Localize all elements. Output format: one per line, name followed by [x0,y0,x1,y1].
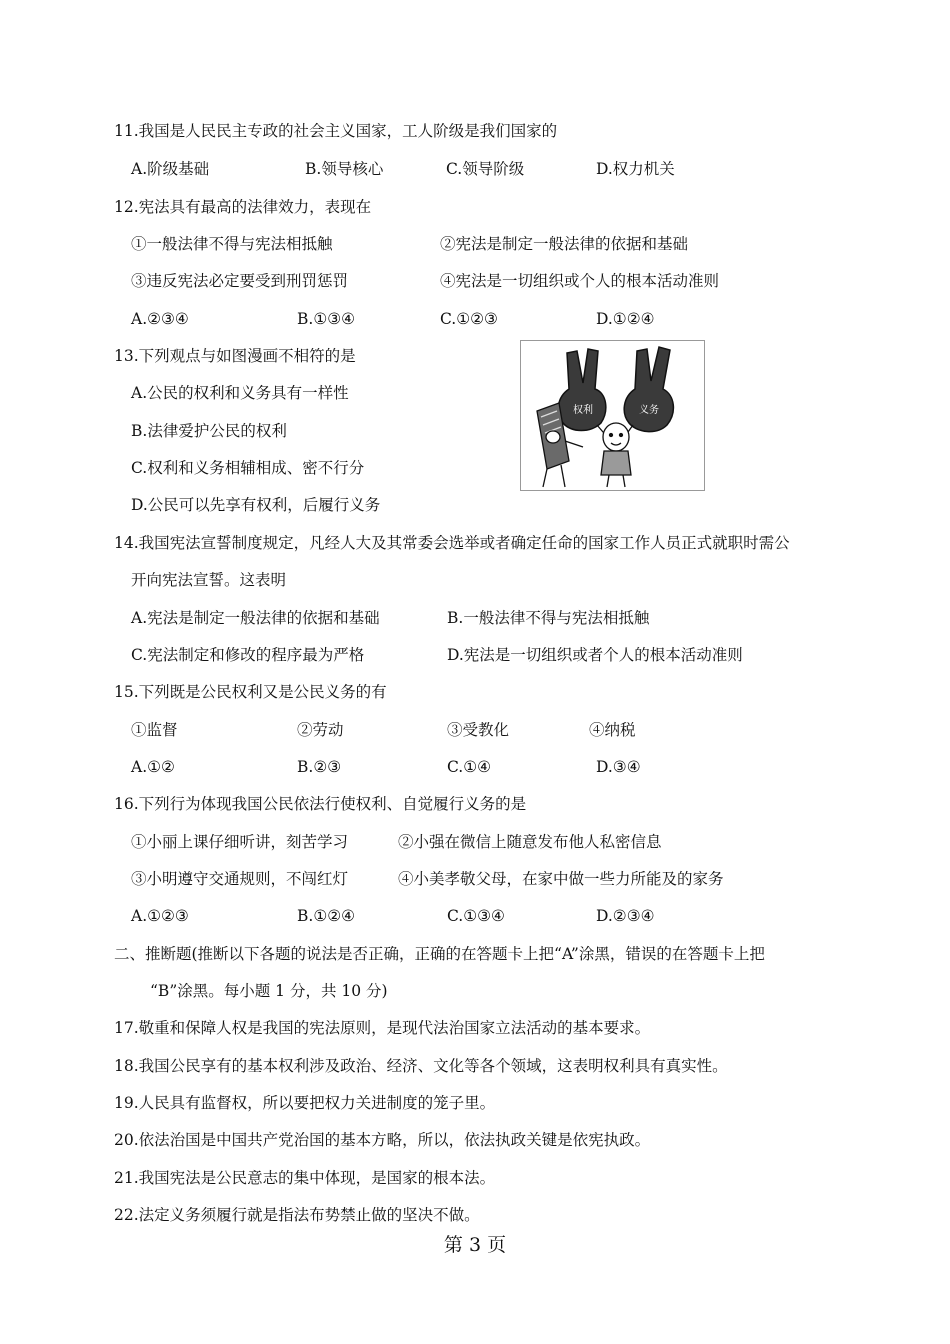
question-11-option-d: D.权力机关 [596,160,675,178]
statement-21: 21.我国宪法是公民意志的集中体现，是国家的根本法。 [114,1169,496,1187]
page-number: 第 3 页 [443,1234,507,1256]
question-12-option-c: C.①②③ [440,310,498,328]
question-16-option-d: D.②③④ [596,907,655,925]
question-15-stem: 15.下列既是公民权利又是公民义务的有 [114,683,387,701]
cartoon-image [520,340,705,491]
question-15-item-1: ①监督 [131,721,178,739]
statement-17: 17.敬重和保障人权是我国的宪法原则，是现代法治国家立法活动的基本要求。 [114,1019,651,1037]
child-figure [597,423,633,487]
question-13-option-b: B.法律爱护公民的权利 [131,422,287,440]
question-11-option-a: A.阶级基础 [131,160,210,178]
question-16-item-3: ③小明遵守交通规则，不闯红灯 [131,870,349,888]
question-12-item-2: ②宪法是制定一般法律的依据和基础 [440,235,689,253]
question-15-item-2: ②劳动 [297,721,344,739]
question-15-option-c: C.①④ [447,758,492,776]
question-16-option-b: B.①②④ [297,907,356,925]
question-14-stem-line2: 开向宪法宣誓。这表明 [131,571,287,589]
question-15-option-d: D.③④ [596,758,641,776]
statement-18: 18.我国公民享有的基本权利涉及政治、经济、文化等各个领域，这表明权利具有真实性。 [114,1057,728,1075]
question-12-item-4: ④宪法是一切组织或个人的根本活动准则 [440,272,720,290]
right-v-sign-hand [624,347,673,432]
question-16-stem: 16.下列行为体现我国公民依法行使权利、自觉履行义务的是 [114,795,527,813]
question-13-option-c: C.权利和义务相辅相成、密不行分 [131,459,365,477]
question-14-stem-line1: 14.我国宪法宣誓制度规定，凡经人大及其常委会选举或者确定任命的国家工作人员正式就职时需公 [114,534,790,552]
question-12-option-d: D.①②④ [596,310,655,328]
hand-label-rights: 权利 [573,405,593,416]
question-13-stem: 13.下列观点与如图漫画不相符的是 [114,347,356,365]
statement-19: 19.人民具有监督权，所以要把权力关进制度的笼子里。 [114,1094,496,1112]
question-16-item-1: ①小丽上课仔细听讲，刻苦学习 [131,833,349,851]
question-11-option-b: B.领导核心 [305,160,384,178]
section-2-heading-line1: 二、推断题(推断以下各题的说法是否正确，正确的在答题卡上把“A”涂黑，错误的在答题卡上把 [114,945,765,963]
question-12-option-b: B.①③④ [297,310,356,328]
question-12-stem: 12.宪法具有最高的法律效力，表现在 [114,198,372,216]
left-v-sign-hand [558,349,606,431]
question-14-option-c: C.宪法制定和修改的程序最为严格 [131,646,365,664]
question-14-option-b: B.一般法律不得与宪法相抵触 [447,609,650,627]
question-12-item-3: ③违反宪法必定要受到刑罚惩罚 [131,272,349,290]
question-15-item-3: ③受教化 [447,721,510,739]
question-13-option-d: D.公民可以先享有权利，后履行义务 [131,496,381,514]
statement-22: 22.法定义务须履行就是指法布势禁止做的坚决不做。 [114,1206,480,1224]
question-15-item-4: ④纳税 [589,721,636,739]
question-16-option-a: A.①②③ [131,907,189,925]
question-14-option-a: A.宪法是制定一般法律的依据和基础 [131,609,380,627]
statement-20: 20.依法治国是中国共产党治国的基本方略，所以，依法执政关键是依宪执政。 [114,1131,651,1149]
question-11-stem: 11.我国是人民民主专政的社会主义国家，工人阶级是我们国家的 [114,122,558,140]
question-16-item-4: ④小美孝敬父母，在家中做一些力所能及的家务 [398,870,724,888]
question-12-option-a: A.②③④ [131,310,189,328]
question-11-option-c: C.领导阶级 [446,160,525,178]
section-2-heading-line2: “B”涂黑。每小题 1 分，共 10 分) [150,982,388,1000]
question-16-option-c: C.①③④ [447,907,505,925]
question-14-option-d: D.宪法是一切组织或者个人的根本活动准则 [447,646,743,664]
hand-label-duties: 义务 [639,405,659,416]
question-15-option-b: B.②③ [297,758,342,776]
question-15-option-a: A.①② [131,758,175,776]
question-16-item-2: ②小强在微信上随意发布他人私密信息 [398,833,662,851]
question-12-item-1: ①一般法律不得与宪法相抵触 [131,235,333,253]
question-13-option-a: A.公民的权利和义务具有一样性 [131,384,349,402]
